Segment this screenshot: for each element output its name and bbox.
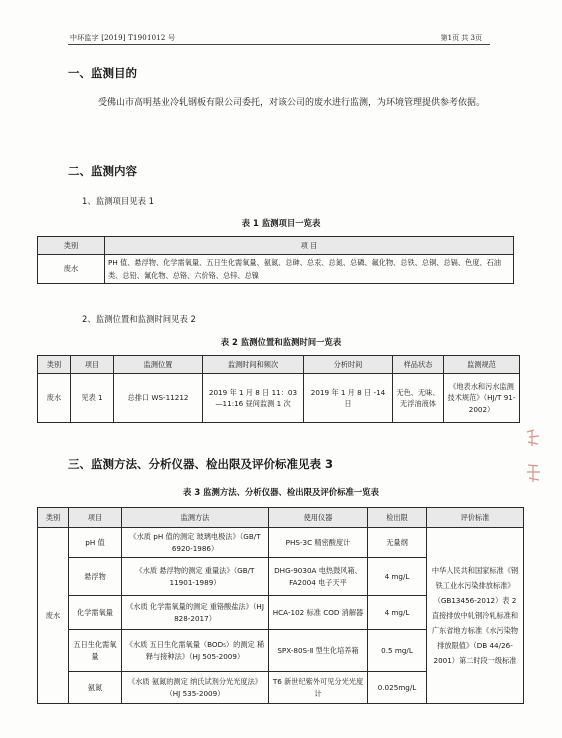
table-cell-standard: 中华人民共和国家标准《钢铁工业水污染排放标准》（GB13456-2012）表 2 直接排放中轧钢冷轧标准和广东省地方标准《水污染物排放限值》（DB 44/26-2001）第二时段一级标准: [427, 528, 524, 704]
table-header: 监测规范: [444, 356, 520, 374]
table-cell: 2019 年 1 月 8 日 11：03—11:16 昼间监测 1 次: [203, 374, 304, 423]
table-cell: SPX-80S-Ⅱ 型生化培养箱: [269, 630, 368, 672]
seal-fragment-icon: [524, 428, 544, 450]
table-cell: T6 新世纪紫外可见分光光度计: [269, 672, 368, 704]
table-cell: 无色、无味、无浮油液体: [393, 374, 444, 423]
table-cell: 《水质 化学需氧量的测定 重铬酸盐法》（HJ 828-2017）: [122, 596, 269, 630]
table-header: 样品状态: [393, 356, 444, 374]
table-header: 类别: [38, 237, 105, 255]
monitoring-items-table: [37, 236, 514, 284]
table-cell: DHG-9030A 电热鼓风箱、FA2004 电子天平: [269, 558, 368, 596]
table-cell: PHS-3C 精密酸度计: [269, 528, 368, 558]
document-number: 中环监字 [2019] T1901012 号: [70, 34, 176, 42]
table-cell: 4 mg/L: [368, 596, 427, 630]
table-cell: HCA-102 标准 COD 消解器: [269, 596, 368, 630]
table-cell: 4 mg/L: [368, 558, 427, 596]
table-header: 项目: [71, 356, 114, 374]
table-cell-category: 废水: [38, 528, 69, 704]
table-header: 类别: [38, 356, 71, 374]
table-cell: 见表 1: [71, 374, 114, 423]
purpose-paragraph: 受佛山市高明基业冷轧钢板有限公司委托，对该公司的废水进行监测，为环境管理提供参考依据。: [98, 98, 486, 108]
table-cell: 《水质 氨氮的测定 纳氏试剂分光光度法》（HJ 535-2009）: [122, 672, 269, 704]
table-header: 使用仪器: [269, 508, 368, 528]
table-header: 检出限: [368, 508, 427, 528]
table-cell: 五日生化需氧量: [69, 630, 122, 672]
table-cell: pH 值: [69, 528, 122, 558]
table-cell: 废水: [38, 374, 71, 423]
table-cell: 氨氮: [69, 672, 122, 704]
seal-fragment-icon: [524, 462, 544, 484]
header-divider: [68, 44, 490, 45]
table2-caption: 表 2 监测位置和监测时间一览表: [220, 337, 342, 347]
section-title-content: 二、监测内容: [68, 164, 137, 178]
table-header: 监测位置: [114, 356, 203, 374]
table-header: 评价标准: [427, 508, 524, 528]
table-header: 监测时间和频次: [203, 356, 304, 374]
subsection-location-ref: 2、监测位置和监测时间见表 2: [82, 314, 196, 324]
table-cell: 总排口 WS-11212: [114, 374, 203, 423]
methods-table: [37, 507, 524, 704]
location-time-table: [37, 355, 520, 423]
table-cell: 《水质 五日生化需氧量（BOD₅）的测定 稀释与接种法》（HJ 505-2009）: [122, 630, 269, 672]
table-cell: 《水质 悬浮物的测定 重量法》（GB/T 11901-1989）: [122, 558, 269, 596]
table-cell-category: 废水: [38, 255, 105, 284]
table-cell: 《地表水和污水监测技术规范》（HJ/T 91-2002）: [444, 374, 520, 423]
table-cell-items: PH 值、悬浮物、化学需氧量、五日生化需氧量、氨氮、总砷、总汞、总氮、总磷、氟化物、总铁、总铜、总镉、色度、石油类、总铅、氰化物、总铬、六价铬、总锌、总镍: [105, 255, 514, 284]
table-header: 监测方法: [122, 508, 269, 528]
table3-caption: 表 3 监测方法、分析仪器、检出限及评价标准一览表: [183, 487, 379, 497]
table-header: 类别: [38, 508, 69, 528]
table-cell: 《水质 pH 值的测定 玻璃电极法》（GB/T 6920-1986）: [122, 528, 269, 558]
table-cell: 悬浮物: [69, 558, 122, 596]
section-title-methods: 三、监测方法、分析仪器、检出限及评价标准见表 3: [68, 457, 334, 471]
table-cell: 0.5 mg/L: [368, 630, 427, 672]
table1-caption: 表 1 监测项目一览表: [241, 218, 321, 228]
table-cell: 化学需氧量: [69, 596, 122, 630]
table-header: 项目: [69, 508, 122, 528]
section-title-purpose: 一、监测目的: [68, 66, 137, 80]
table-cell: 2019 年 1 月 8 日 -14 日: [304, 374, 393, 423]
table-header: 分析时间: [304, 356, 393, 374]
table-cell: 0.025mg/L: [368, 672, 427, 704]
table-header: 项 目: [105, 237, 514, 255]
subsection-items-ref: 1、监测项目见表 1: [82, 196, 154, 206]
table-cell: 无量纲: [368, 528, 427, 558]
page-number: 第1页 共 3页: [440, 34, 482, 42]
